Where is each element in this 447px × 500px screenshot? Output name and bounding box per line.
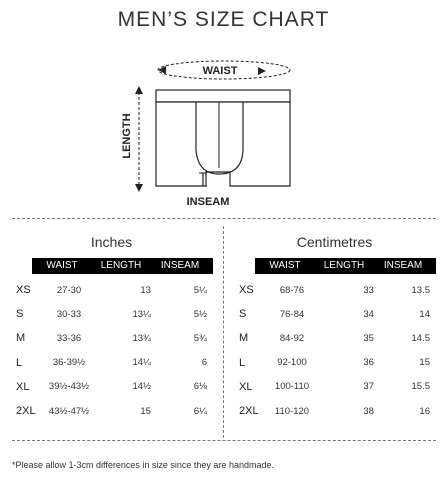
table-row [10,399,213,423]
waist-value: 39½-43½ [48,381,90,393]
length-arrow-bottom-icon [135,184,143,192]
inseam-value: 16 [419,405,430,417]
table-row [10,278,213,302]
table-row [233,351,436,375]
inches-title: Inches [90,234,133,250]
size-label: S [16,308,24,321]
waist-value: 27-30 [56,284,82,296]
length-value: 14¼ [132,357,151,369]
length-value: 13¾ [132,332,151,344]
waist-value: 92-100 [277,357,307,369]
waist-value: 76-84 [279,308,305,320]
waist-value: 30-33 [56,308,82,320]
length-value: 38 [363,405,374,417]
chart-title: MEN’S SIZE CHART [117,8,330,31]
inseam-value: 14.5 [411,332,430,344]
inseam-value: 15 [419,357,430,369]
waist-value: 33-36 [56,332,82,344]
inseam-value: 5¼ [193,284,207,296]
waist-value: 43½-47½ [48,405,90,417]
cm-header-row [255,258,436,274]
length-value: 34 [363,308,374,320]
inseam-value: 6⅛ [193,381,207,393]
size-label: 2XL [239,405,259,418]
waistband [156,90,290,102]
inches-table [10,230,213,423]
size-label: XS [16,284,31,297]
length-label: LENGTH [121,113,133,159]
size-label: L [239,356,246,369]
table-row [10,351,213,375]
length-value: 15 [140,405,151,417]
length-value: 35 [363,332,374,344]
table-row [233,278,436,302]
inseam-value: 13.5 [411,284,430,296]
length-arrow-top-icon [135,86,143,94]
cm-table [233,230,436,423]
length-value: 36 [363,357,374,369]
size-label: S [239,308,247,321]
cm-title: Centimetres [296,234,373,250]
inseam-value: 6¼ [193,405,207,417]
inseam-value: 14 [419,308,430,320]
footnote: *Please allow 1-3cm differences in size since they are handmade. [12,460,274,470]
waist-value: 36-39½ [52,357,86,369]
inseam-label: INSEAM [186,196,230,208]
section-divider-vertical [223,226,224,438]
size-label: 2XL [16,405,36,418]
cm-header-waist: WAIST [269,260,301,271]
boxer-brief-diagram [0,0,447,215]
length-value: 37 [363,381,374,393]
length-value: 13¼ [132,308,151,320]
waist-value: 68-76 [279,284,305,296]
inches-header-length: LENGTH [100,260,142,271]
inseam-value: 15.5 [411,381,430,393]
size-label: L [16,356,23,369]
table-row [233,326,436,350]
length-value: 33 [363,284,374,296]
table-row [233,399,436,423]
table-row [10,375,213,399]
size-label: XL [239,380,253,393]
size-label: M [239,332,249,345]
size-label: M [16,332,26,345]
table-row [10,326,213,350]
length-value: 13 [140,284,151,296]
section-divider-top [12,218,436,219]
waist-arrow-right-icon [258,67,266,75]
inches-header-waist: WAIST [46,260,78,271]
inseam-value: 5½ [193,308,207,320]
table-row [10,302,213,326]
table-row [233,302,436,326]
cm-header-length: LENGTH [323,260,365,271]
waist-value: 84-92 [279,332,305,344]
table-row [233,375,436,399]
size-label: XL [16,380,30,393]
length-value: 14½ [132,381,151,393]
size-label: XS [239,284,254,297]
inseam-value: 6 [201,357,207,369]
section-divider-bottom [12,440,436,441]
cm-header-inseam: INSEAM [383,260,423,271]
waist-value: 110-120 [274,405,310,417]
inches-header-row [32,258,213,274]
inches-header-inseam: INSEAM [160,260,200,271]
waist-value: 100-110 [274,381,310,393]
waist-label: WAIST [202,65,238,77]
inseam-value: 5¾ [193,332,207,344]
